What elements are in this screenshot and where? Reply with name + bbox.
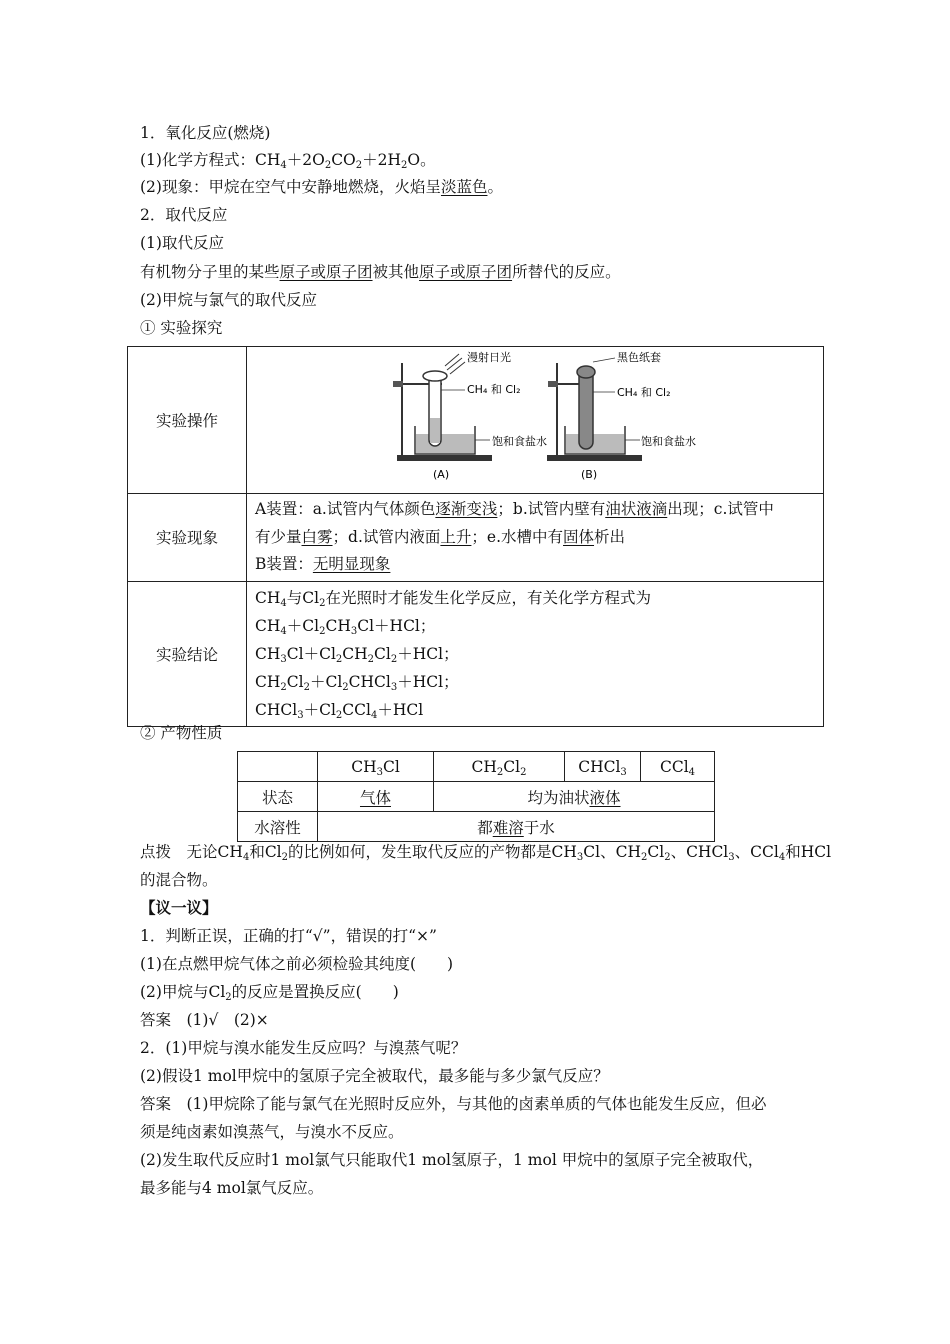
- experiment-table: [127, 346, 824, 727]
- section1-title: 1．氧化反应(燃烧): [140, 124, 271, 142]
- state-label: 状态: [238, 782, 318, 812]
- equation-1: $CH_4+Cl_2CH_3Cl+HCl$；: [255, 616, 436, 637]
- state-ch3cl: 气体: [318, 782, 434, 812]
- properties-heading: ② 产物性质: [140, 724, 223, 742]
- label-diffuse-light: 漫射日光: [467, 350, 511, 364]
- apparatus-figure: [247, 348, 823, 493]
- apparatus-figure-cell: [247, 347, 824, 494]
- label-gas-b: CH₄ 和 Cl₂: [617, 385, 671, 399]
- label-a: (A): [433, 467, 450, 481]
- answer2-line3: (2)发生取代反应时1 mol氯气只能取代1 mol氢原子，1 mol 甲烷中的氢原子完全被取代，: [140, 1151, 764, 1169]
- subheading-methane-chlorine: (2)甲烷与氯气的取代反应: [140, 291, 317, 309]
- label-b: (B): [581, 467, 598, 481]
- section2-title: 2．取代反应: [140, 206, 228, 224]
- answer1: 答案 (1)√ (2)×: [140, 1011, 269, 1029]
- solubility-label: 水溶性: [238, 812, 318, 842]
- state-others: 均为油状液体: [434, 782, 715, 812]
- phenomenon-a-line2: 有少量白雾；d.试管内液面上升；e.水槽中有固体析出: [255, 527, 626, 546]
- q1b: (2)甲烷与$Cl_2$的反应是置换反应( ): [140, 983, 399, 1003]
- q2b: (2)假设1 mol甲烷中的氢原子完全被取代，最多能与多少氯气反应？: [140, 1067, 609, 1085]
- q2a: 2．(1)甲烷与溴水能发生反应吗？与溴蒸气呢？: [140, 1039, 467, 1057]
- label-brine-a: 饱和食盐水: [492, 434, 547, 448]
- conclusion-intro: $CH_4$与$Cl_2$在光照时才能发生化学反应，有关化学方程式为: [255, 588, 651, 609]
- corner-cell: [238, 752, 318, 782]
- combustion-phenomenon: (2)现象：甲烷在空气中安静地燃烧，火焰呈淡蓝色。: [140, 178, 503, 196]
- tip-line2: 的混合物。: [140, 871, 218, 889]
- conclusion-cell: [247, 581, 824, 726]
- row-label-conclusion: 实验结论: [128, 581, 247, 726]
- phenomenon-b: B装置：无明显现象: [255, 555, 391, 573]
- q1: 1．判断正误，正确的打“√”，错误的打“×”: [140, 927, 437, 945]
- phenomenon-a-line1: A装置：a.试管内气体颜色逐渐变浅；b.试管内壁有油状液滴出现；c.试管中: [255, 500, 774, 518]
- tip-line1: 点拨 无论$CH_4$和$Cl_2$的比例如何，发生取代反应的产物都是$CH_3Cl$、$CH_2Cl_2$、CHCl$_3$、CCl$_4$和HCl: [140, 843, 832, 863]
- answer2-line2: 须是纯卤素如溴蒸气，与溴水不反应。: [140, 1123, 404, 1141]
- col-ch3cl: $CH_3Cl$: [318, 752, 434, 782]
- solubility-value: 都难溶于水: [318, 812, 715, 842]
- label-black-cover: 黑色纸套: [617, 350, 661, 364]
- row-label-operation: 实验操作: [128, 347, 247, 494]
- apparatus-b: [547, 358, 642, 461]
- col-ch2cl2: $CH_2Cl_2$: [434, 752, 565, 782]
- label-brine-b: 饱和食盐水: [641, 434, 696, 448]
- properties-table: [237, 751, 715, 842]
- answer2-line4: 最多能与4 mol氯气反应。: [140, 1179, 324, 1197]
- substitution-definition: 有机物分子里的某些原子或原子团被其他原子或原子团所替代的反应。: [140, 263, 621, 281]
- q1a: (1)在点燃甲烷气体之前必须检验其纯度( ): [140, 955, 454, 973]
- experiment-heading: ① 实验探究: [140, 319, 223, 337]
- equation-2: $CH_3Cl+Cl_2CH_2Cl_2+HCl$；: [255, 644, 459, 665]
- answer2-line1: 答案 (1)甲烷除了能与氯气在光照时反应外，与其他的卤素单质的气体也能发生反应，但必: [140, 1095, 767, 1113]
- col-ccl4: CCl$_4$: [641, 752, 715, 782]
- combustion-equation: (1)化学方程式：$CH_4+2O_2CO_2+2H_2O$。: [140, 151, 436, 171]
- equation-4: $CHCl_3+Cl_2CCl_4+HCl$: [255, 700, 424, 721]
- label-gas-a: CH₄ 和 Cl₂: [467, 382, 521, 396]
- subheading-substitution: (1)取代反应: [140, 234, 224, 252]
- apparatus-a: [393, 354, 492, 461]
- equation-3: $CH_2Cl_2+Cl_2CHCl_3+HCl$；: [255, 672, 459, 693]
- row-label-phenomenon: 实验现象: [128, 494, 247, 582]
- discuss-title: 【议一议】: [140, 898, 218, 917]
- col-chcl3: CHCl$_3$: [565, 752, 641, 782]
- phenomenon-cell: [247, 494, 824, 582]
